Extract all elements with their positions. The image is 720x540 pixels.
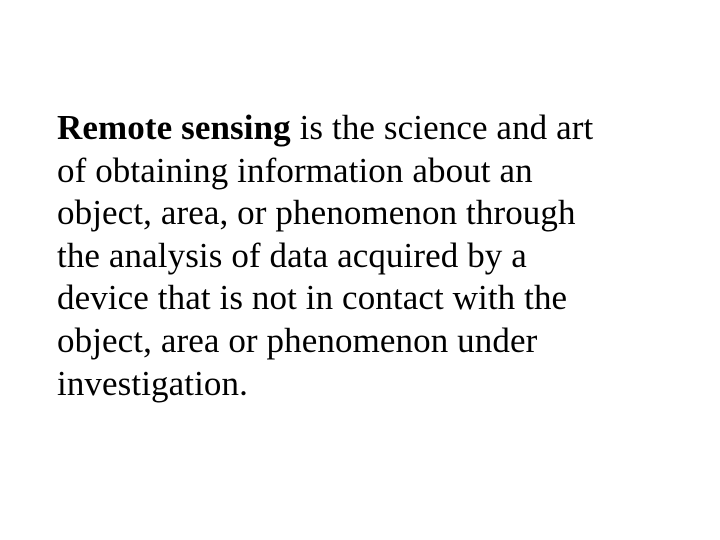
definition-line: investigation.: [57, 363, 248, 403]
definition-text: is the science and art: [290, 108, 594, 147]
definition-line: the analysis of data acquired by a: [57, 235, 527, 275]
definition-line: object, area, or phenomenon through: [57, 193, 576, 233]
definition-line: device that is not in contact with the: [57, 278, 568, 318]
definition-line: [57, 107, 697, 150]
definition-line: object, area or phenomenon under: [57, 320, 538, 360]
definition-line: of obtaining information about an: [57, 150, 533, 190]
defined-term: Remote sensing: [57, 108, 291, 147]
definition-paragraph: [57, 107, 697, 405]
